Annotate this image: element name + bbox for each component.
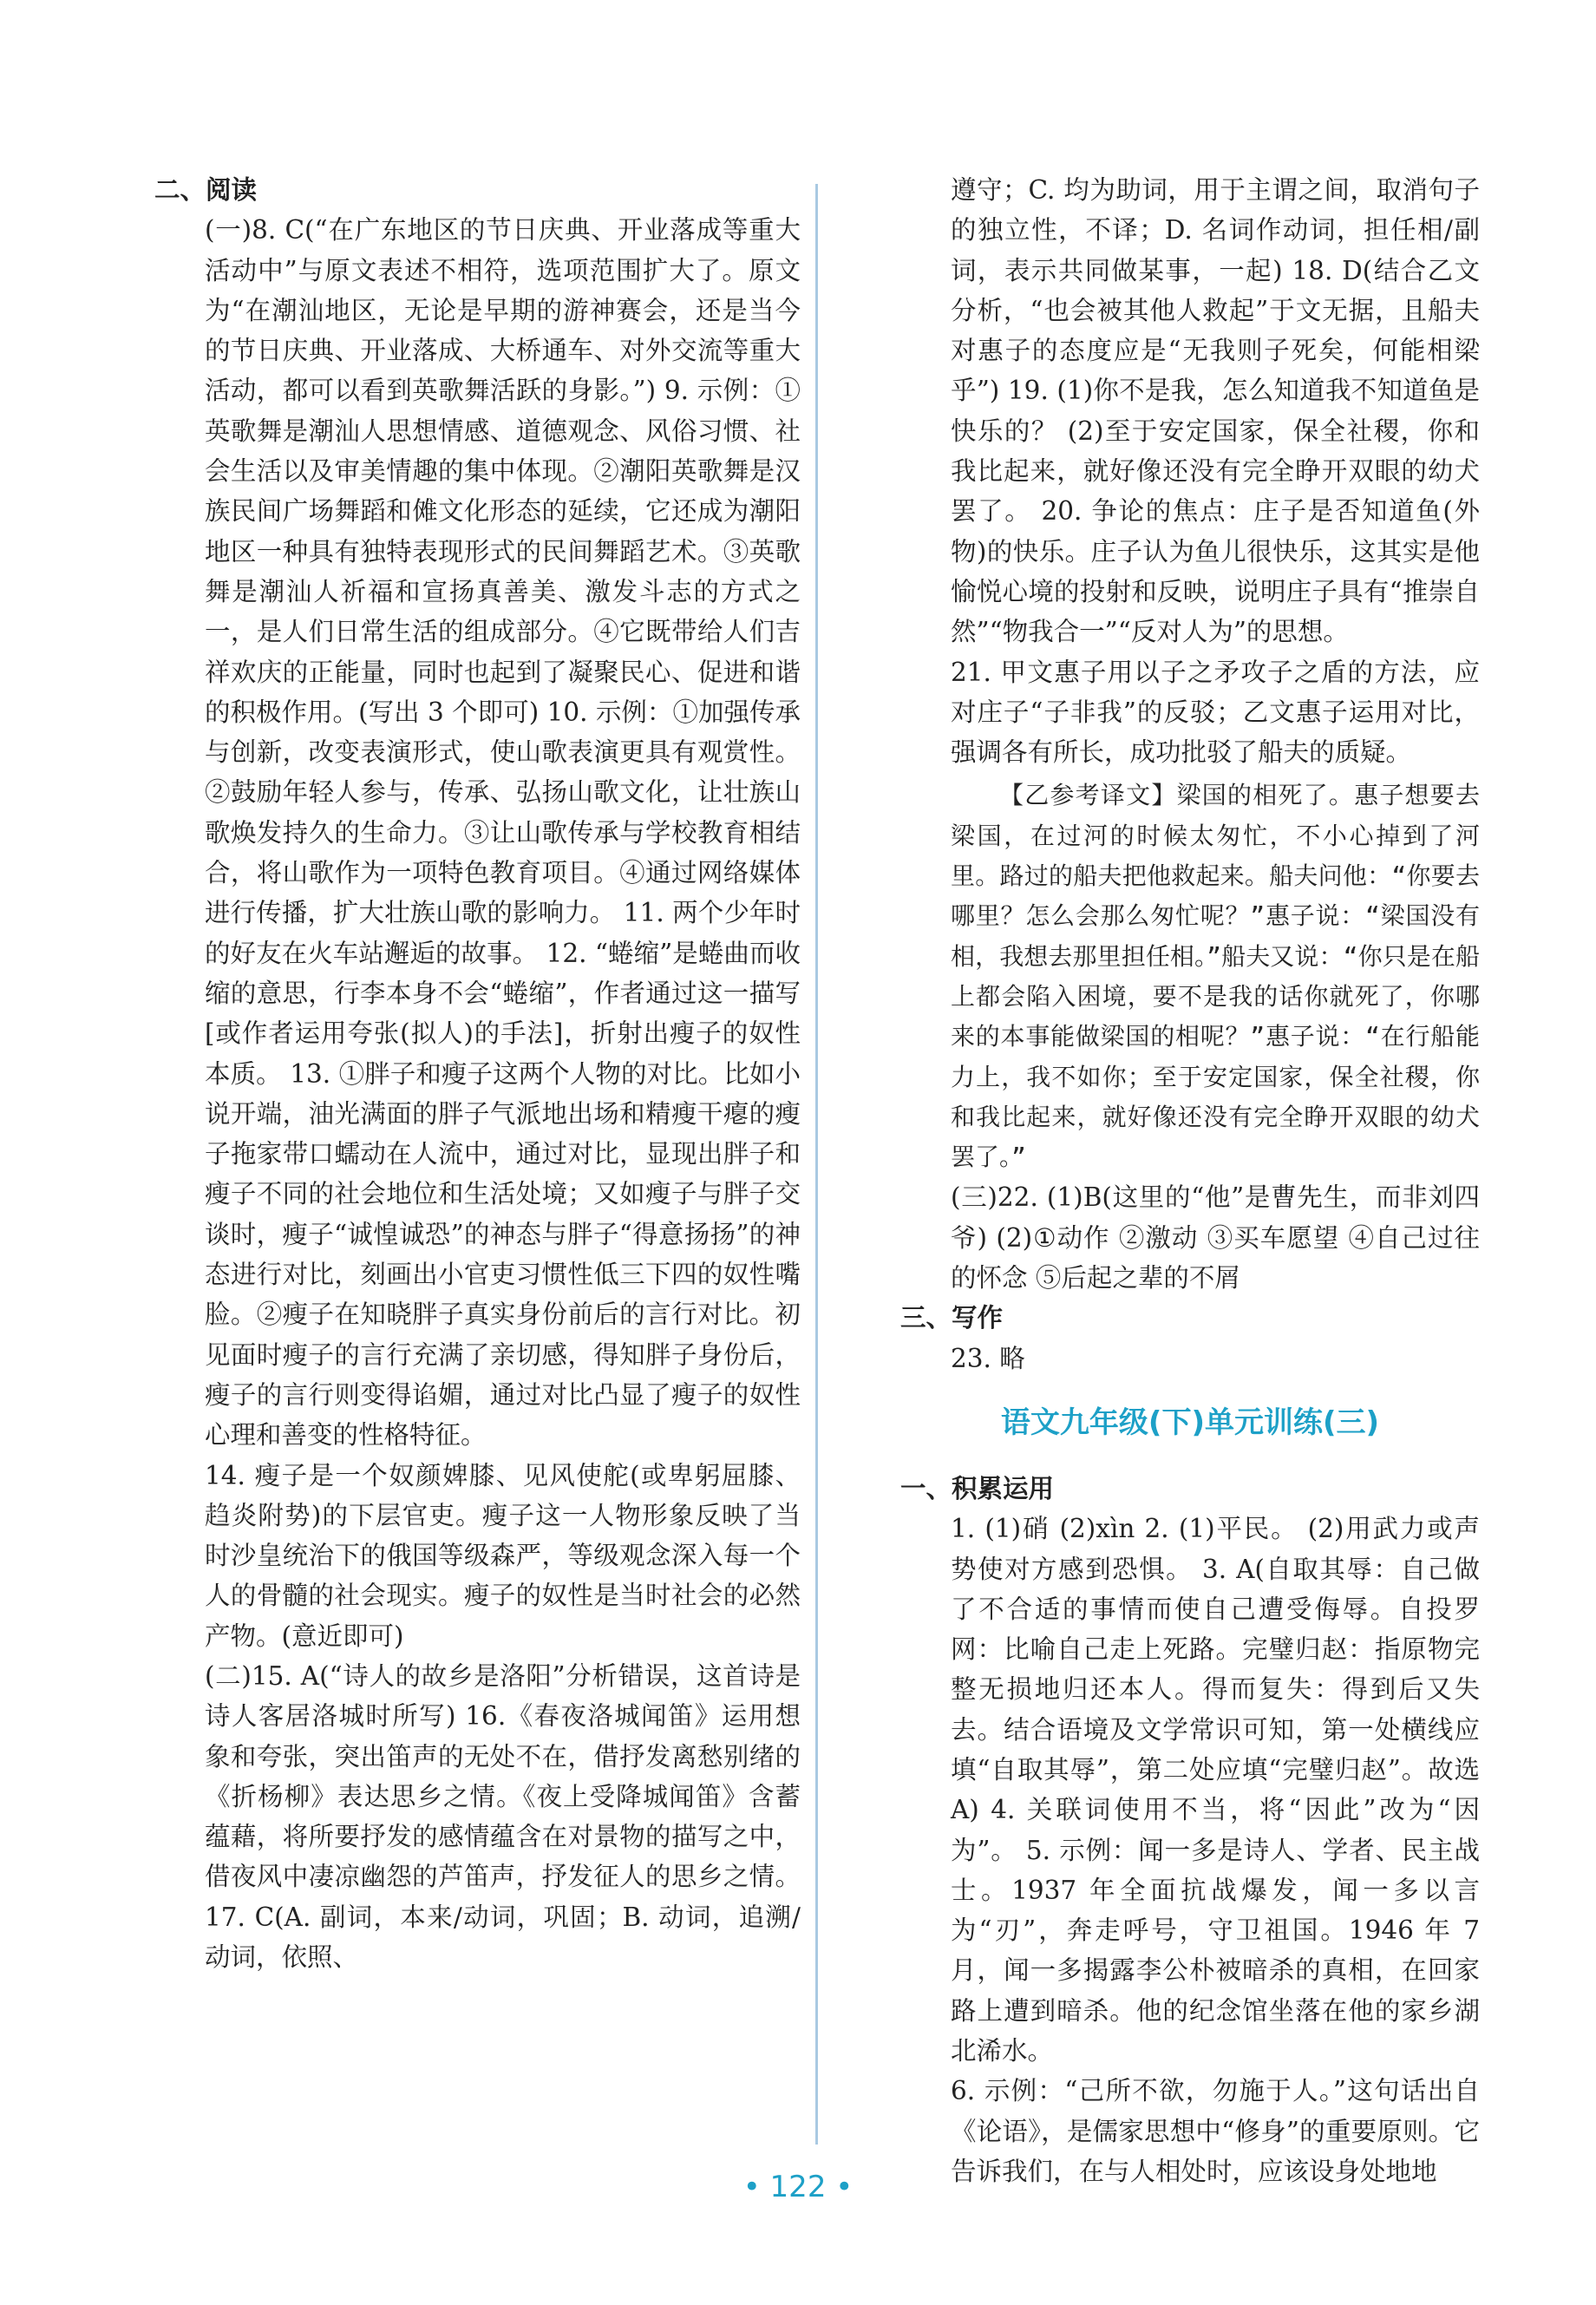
reading-answers-part3: 遵守；C. 均为助词，用于主谓之间，取消句子的独立性，不译；D. 名词作动词，担任相/副词，表示共同做某事，一起) 18. D(结合乙文分析，“也会被其他人救起”于文无据，且船夫对惠子的态度应是“无我则子死矣，何能相梁乎”) 19. (1)你不是我，怎么知道我不知道鱼是快乐的？ (2)至于安定国家，保全社稷，你和我比起来，就好像还没有完全睁开双眼的幼犬罢了。 20. 争论的焦点：庄子是否知道鱼(外物)的快乐。庄子认为鱼儿很快乐，这其实是他愉悦心境的投射和反映，说明庄子具有“推崇自然”“物我合一”“反对人为”的思想。 [951, 175, 1480, 647]
reading-answers-part1: (一)8. C(“在广东地区的节日庆典、开业落成等重大活动中”与原文表述不相符，选项范围扩大了。原文为“在潮汕地区，无论是早期的游神赛会，还是当今的节日庆典、开业落成、大桥通车、对外交流等重大活动，都可以看到英歌舞活跃的身影。”) 9. 示例：①英歌舞是潮汕人思想情感、道德观念、风俗习惯、社会生活以及审美情趣的集中体现。②潮阳英歌舞是汉族民间广场舞蹈和傩文化形态的延续，它还成为潮阳地区一种具有独特表现形式的民间舞蹈艺术。③英歌舞是潮汕人祈福和宣扬真善美、激发斗志的方式之一，是人们日常生活的组成部分。④它既带给人们吉祥欢庆的正能量，同时也起到了凝聚民心、促进和谐的积极作用。(写出 3 个即可) 10. 示例：①加强传承与创新，改变表演形式，使山歌表演更具有观赏性。②鼓励年轻人参与，传承、弘扬山歌文化，让壮族山歌焕发持久的生命力。③让山歌传承与学校教育相结合，将山歌作为一项特色教育项目。④通过网络媒体进行传播，扩大壮族山歌的影响力。 11. 两个少年时的好友在火车站邂逅的故事。 12. “蜷缩”是蜷曲而收缩的意思，行李本身不会“蜷缩”，作者通过这一描写[或作者运用夸张(拟人)的手法]，折射出瘦子的奴性本质。 13. ①胖子和瘦子这两个人物的对比。比如小说开端，油光满面的胖子气派地出场和精瘦干瘪的瘦子拖家带口蠕动在人流中，通过对比，显现出胖子和瘦子不同的社会地位和生活处境；又如瘦子与胖子交谈时，瘦子“诚惶诚恐”的神态与胖子“得意扬扬”的神态进行对比，刻画出小官吏习惯性低三下四的奴性嘴脸。②瘦子在知晓胖子真实身份前后的言行对比。初见面时瘦子的言行充满了亲切感，得知胖子身份后，瘦子的言行则变得谄媚，通过对比凸显了瘦子的奴性心理和善变的性格特征。 [205, 215, 801, 1450]
left-column [154, 170, 801, 1977]
reference-translation: 【乙参考译文】梁国的相死了。惠子想要去梁国，在过河的时候太匆忙，不小心掉到了河里。路过的船夫把他救起来。船夫问他：“你要去哪里？怎么会那么匆忙呢？”惠子说：“梁国没有相，我想去那里担任相。”船夫又说：“你只是在船上都会陷入困境，要不是我的话你就死了，你哪来的本事能做梁国的相呢？”惠子说：“在行船能力上，我不如你；至于安定国家，保全社稷，你和我比起来，就好像还没有完全睁开双眼的幼犬罢了。” [951, 781, 1480, 1172]
right-column [900, 170, 1480, 2191]
accumulation-answers: 1. (1)硝 (2)xìn 2. (1)平民。 (2)用武力或声势使对方感到恐惧。 3. A(自取其辱：自己做了不合适的事情而使自己遭受侮辱。自投罗网：比喻自己走上死路。完璧归赵：指原物完整无损地归还本人。得而复失：得到后又失去。结合语境及文学常识可知，第一处横线应填“自取其辱”，第二处应填“完璧归赵”。故选A) 4. 关联词使用不当，将“因此”改为“因为”。 5. 示例：闻一多是诗人、学者、民主战士。1937 年全面抗战爆发，闻一多以言为“刃”，奔走呼号，守卫祖国。1946 年 7 月，闻一多揭露李公朴被暗杀的真相，在回家路上遭到暗杀。他的纪念馆坐落在他的家乡湖北浠水。 [951, 1514, 1480, 2066]
writing-answer-23: 23. 略 [951, 1343, 1025, 1373]
unit-title: 语文九年级(下)单元训练(三) [1000, 1405, 1380, 1440]
reading-answer-22: (三)22. (1)B(这里的“他”是曹先生，而非刘四爷) (2)①动作 ②激动 ③买车愿望 ④自己过往的怀念 ⑤后起之辈的不屑 [951, 1182, 1480, 1293]
reading-answer-21: 21. 甲文惠子用以子之矛攻子之盾的方法，应对庄子“子非我”的反驳；乙文惠子运用对比，强调各有所长，成功批驳了船夫的质疑。 [951, 657, 1480, 768]
reading-answers-part2: (二)15. A(“诗人的故乡是洛阳”分析错误，这首诗是诗人客居洛城时所写) 16.《春夜洛城闻笛》运用想象和夸张，突出笛声的无处不在，借抒发离愁别绪的《折杨柳》表达思乡之情。《夜上受降城闻笛》含蓄蕴藉，将所要抒发的感情蕴含在对景物的描写之中，借夜风中凄凉幽怨的芦笛声，抒发征人的思乡之情。 17. C(A. 副词，本来/动词，巩固；B. 动词，追溯/动词，依照、 [205, 1660, 801, 1973]
page-number: • 122 • [742, 2170, 854, 2204]
section-heading-writing: 三、写作 [900, 1303, 1004, 1333]
section-heading-accumulation: 一、积累运用 [900, 1473, 1055, 1503]
column-divider [815, 184, 818, 2145]
reading-answer-14: 14. 瘦子是一个奴颜婢膝、见风使舵(或卑躬屈膝、趋炎附势)的下层官吏。瘦子这一人物形象反映了当时沙皇统治下的俄国等级森严，等级观念深入每一个人的骨髓的社会现实。瘦子的奴性是当时社会的必然产物。(意近即可) [205, 1460, 801, 1651]
section-heading-reading: 二、阅读 [154, 175, 258, 205]
accumulation-answer-6: 6. 示例：“己所不欲，勿施于人。”这句话出自《论语》，是儒家思想中“修身”的重要原则。它告诉我们，在与人相处时，应该设身处地地 [951, 2076, 1480, 2186]
